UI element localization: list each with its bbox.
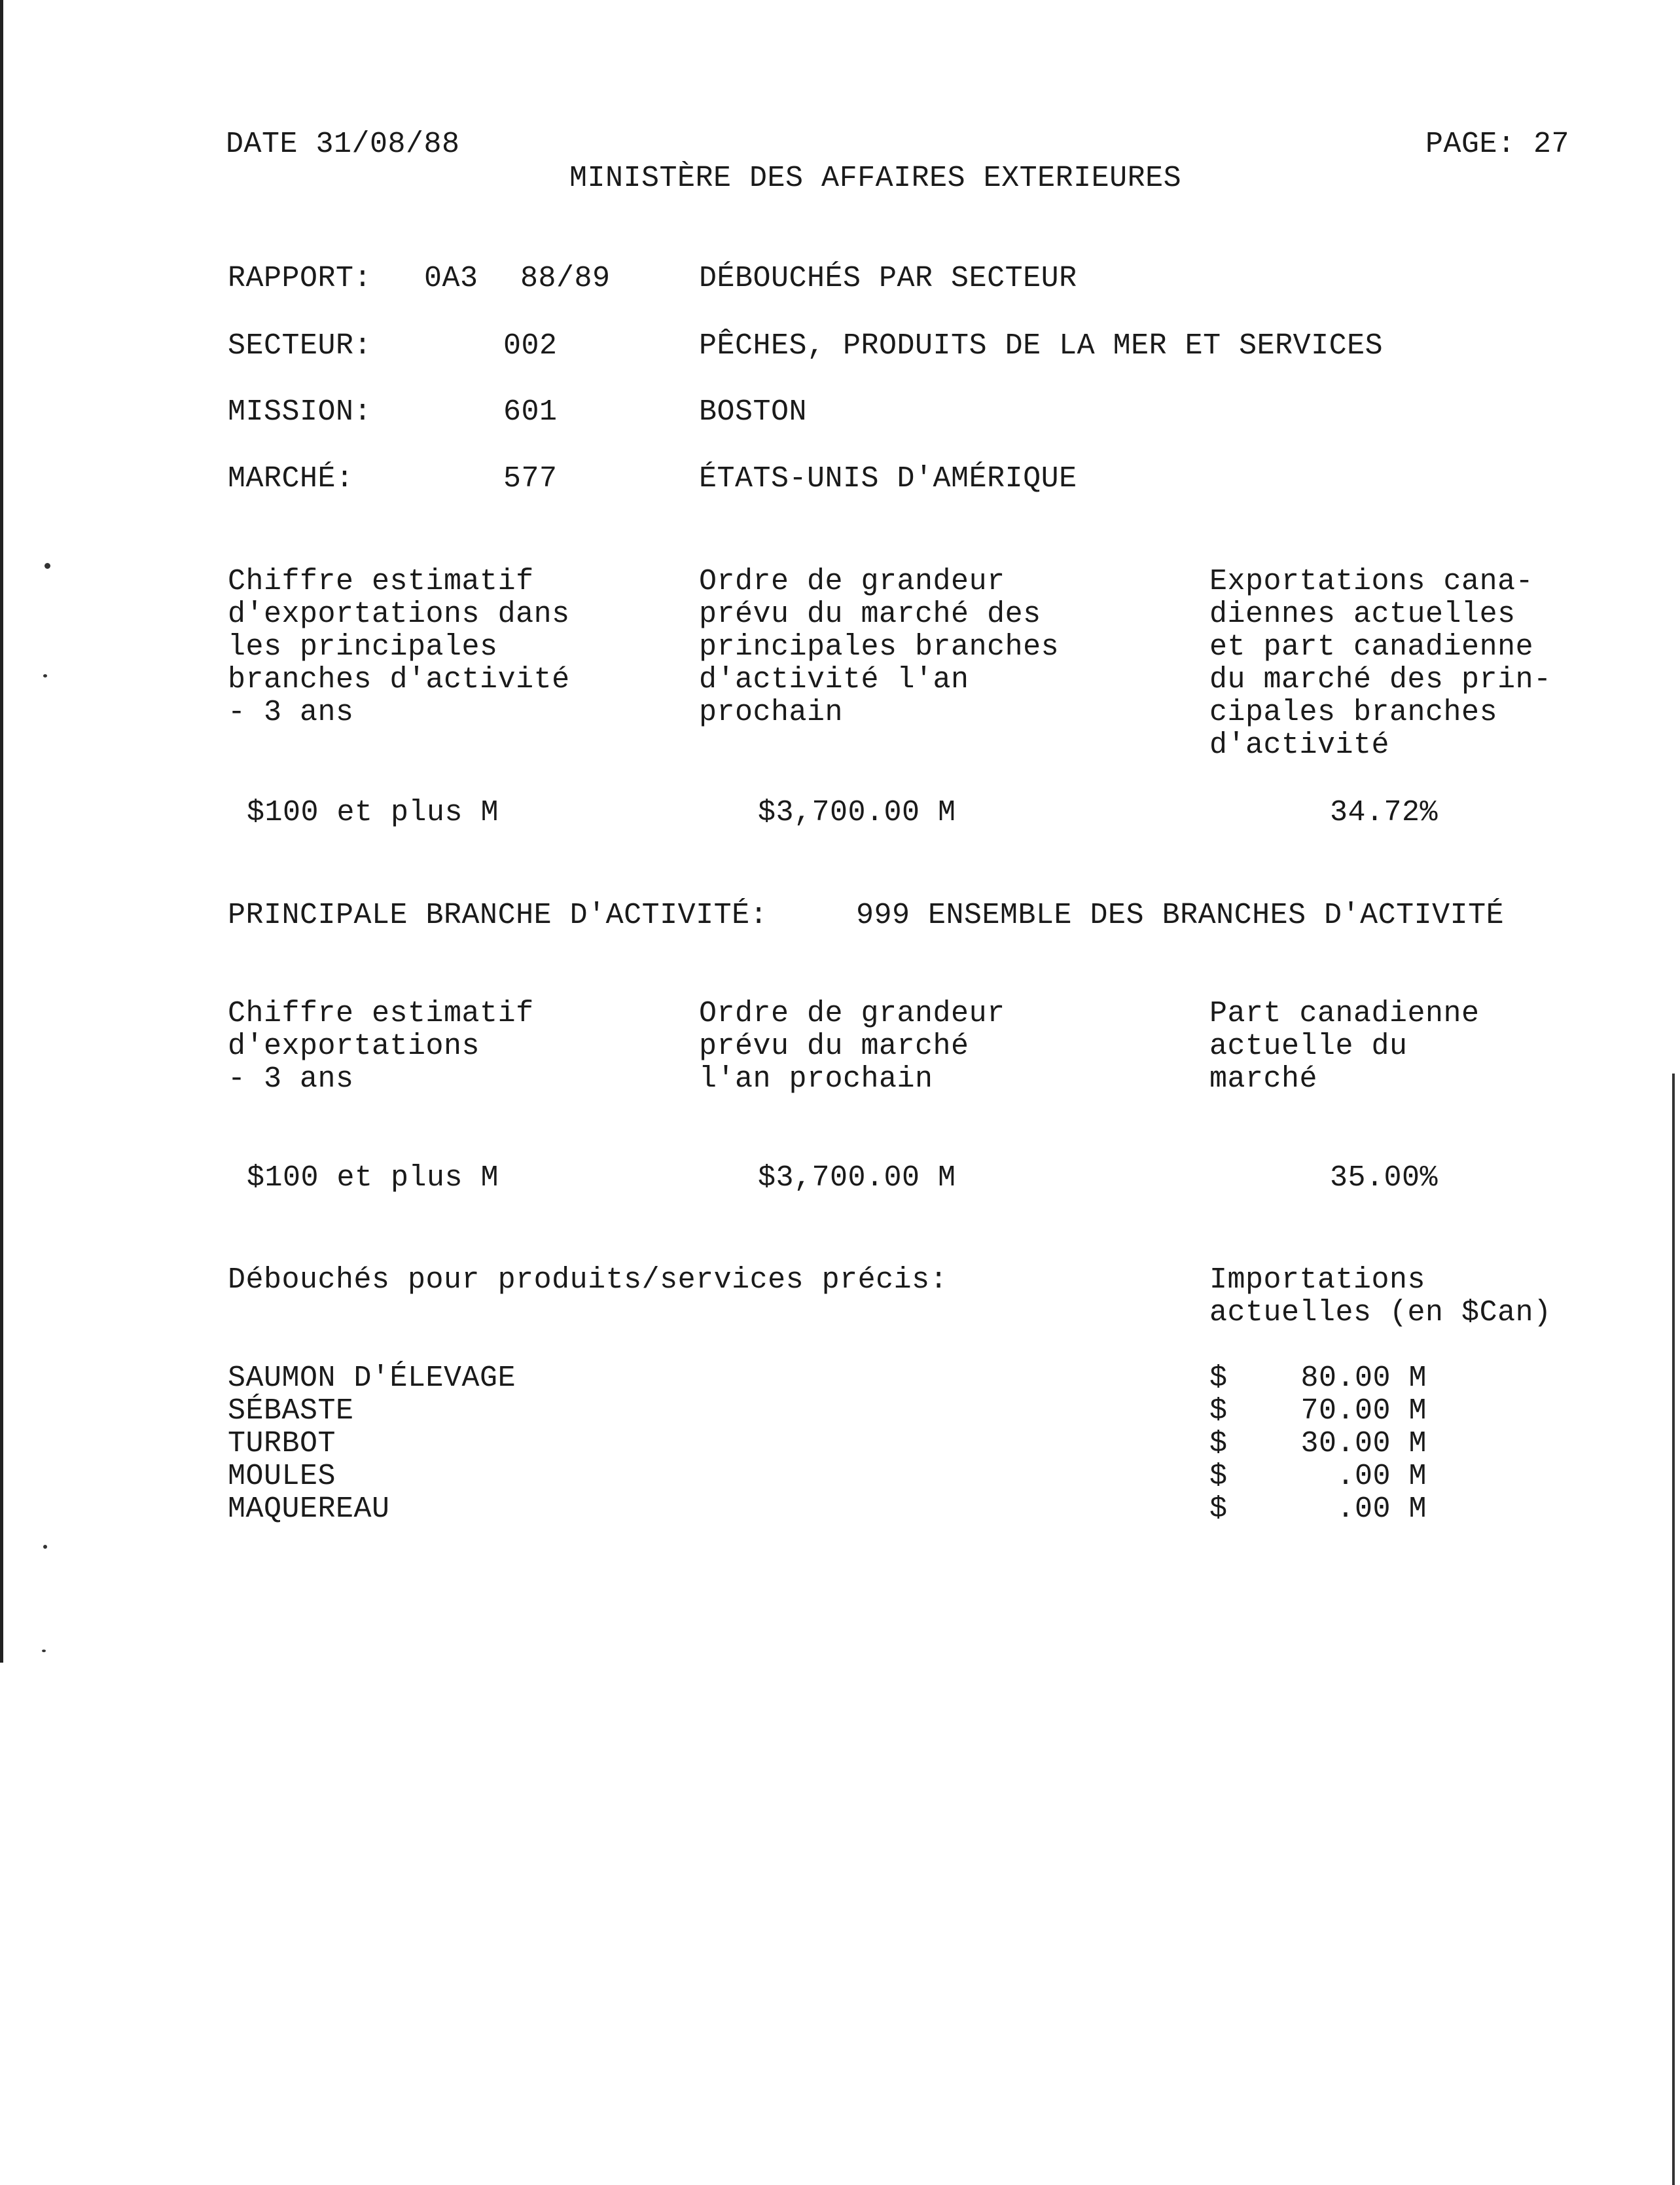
- product-currency: $: [1209, 1460, 1228, 1493]
- scan-speck: [43, 1545, 47, 1549]
- page-number: PAGE: 27: [1425, 128, 1570, 161]
- section2-col1-value: $100 et plus M: [247, 1161, 499, 1195]
- rapport-title: DÉBOUCHÉS PAR SECTEUR: [699, 262, 1077, 295]
- section1-col2-value: $3,700.00 M: [758, 796, 956, 829]
- product-name: SÉBASTE: [228, 1394, 354, 1428]
- product-amount: 30.00 M: [1300, 1427, 1427, 1460]
- product-amount: .00 M: [1336, 1460, 1427, 1493]
- products-heading: Débouchés pour produits/services précis:: [228, 1263, 948, 1297]
- rapport-code: 0A3: [424, 262, 478, 295]
- section1-col2-header: Ordre de grandeur prévu du marché des principales branches d'activité l'an prochain: [699, 565, 1060, 729]
- product-amount: 70.00 M: [1300, 1394, 1427, 1428]
- section1-col3-header: Exportations cana- diennes actuelles et part canadienne du marché des prin- cipales branches d'activité: [1209, 565, 1552, 762]
- section1-col1-value: $100 et plus M: [247, 796, 499, 829]
- scan-left-edge: [0, 0, 3, 1663]
- marche-code: 577: [503, 462, 558, 496]
- section2-col1-header: Chiffre estimatif d'exportations - 3 ans: [228, 997, 534, 1096]
- branche-value: 999 ENSEMBLE DES BRANCHES D'ACTIVITÉ: [856, 899, 1505, 932]
- report-date: DATE 31/08/88: [226, 128, 460, 161]
- scan-speck: [42, 1650, 46, 1652]
- product-amount: 80.00 M: [1300, 1362, 1427, 1395]
- secteur-code: 002: [503, 329, 558, 363]
- product-currency: $: [1209, 1427, 1228, 1460]
- product-amount: .00 M: [1336, 1492, 1427, 1526]
- scan-speck: [43, 674, 47, 677]
- imports-heading: Importations actuelles (en $Can): [1209, 1263, 1552, 1329]
- secteur-name: PÊCHES, PRODUITS DE LA MER ET SERVICES: [699, 329, 1384, 363]
- rapport-label: RAPPORT:: [228, 262, 372, 295]
- section2-col3-header: Part canadienne actuelle du marché: [1209, 997, 1480, 1096]
- section1-col3-value: 34.72%: [1330, 796, 1439, 829]
- secteur-label: SECTEUR:: [228, 329, 372, 363]
- mission-label: MISSION:: [228, 395, 372, 429]
- rapport-year: 88/89: [520, 262, 611, 295]
- marche-label: MARCHÉ:: [228, 462, 354, 496]
- product-currency: $: [1209, 1394, 1228, 1428]
- product-currency: $: [1209, 1492, 1228, 1526]
- product-name: MOULES: [228, 1460, 336, 1493]
- product-name: SAUMON D'ÉLEVAGE: [228, 1362, 516, 1395]
- mission-code: 601: [503, 395, 558, 429]
- mission-name: BOSTON: [699, 395, 808, 429]
- section1-col1-header: Chiffre estimatif d'exportations dans les principales branches d'activité - 3 ans: [228, 565, 570, 729]
- branche-label: PRINCIPALE BRANCHE D'ACTIVITÉ:: [228, 899, 768, 932]
- product-name: MAQUEREAU: [228, 1492, 390, 1526]
- product-name: TURBOT: [228, 1427, 336, 1460]
- scan-speck: [45, 563, 50, 569]
- product-currency: $: [1209, 1362, 1228, 1395]
- section2-col2-value: $3,700.00 M: [758, 1161, 956, 1195]
- section2-col2-header: Ordre de grandeur prévu du marché l'an prochain: [699, 997, 1005, 1096]
- ministry-title: MINISTÈRE DES AFFAIRES EXTERIEURES: [569, 162, 1182, 195]
- marche-name: ÉTATS-UNIS D'AMÉRIQUE: [699, 462, 1077, 496]
- section2-col3-value: 35.00%: [1330, 1161, 1439, 1195]
- scan-right-edge: [1672, 1074, 1675, 2185]
